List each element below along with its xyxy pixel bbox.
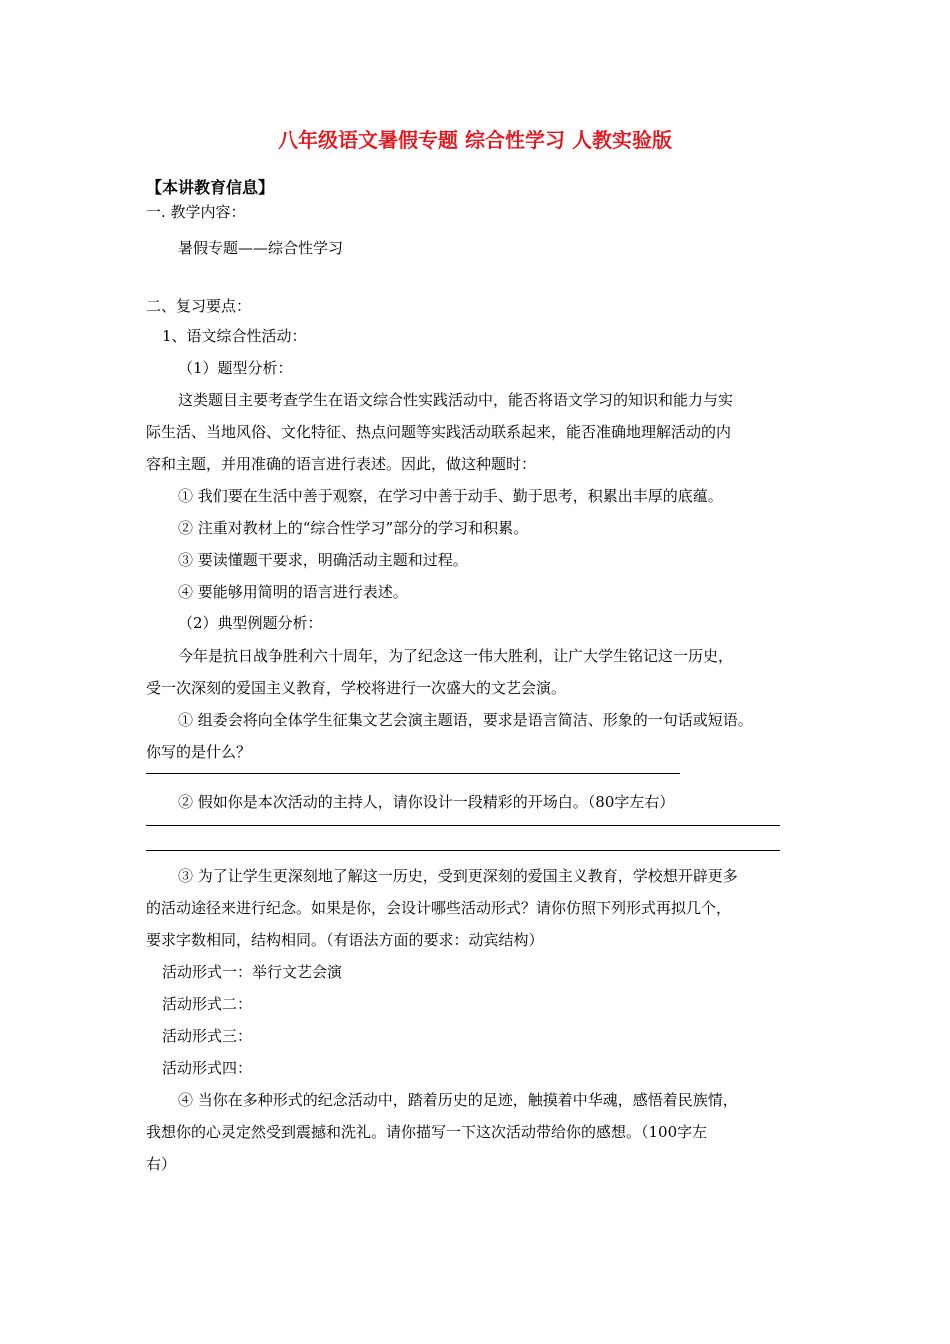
question-4-line: ④ 当你在多种形式的纪念活动中，踏着历史的足迹，触摸着中华魂，感悟着民族情， <box>178 1091 738 1109</box>
question-1-line: 你写的是什么？ <box>146 743 252 761</box>
analysis-paragraph-line: 际生活、当地风俗、文化特征、热点问题等实践活动联系起来，能否准确地理解活动的内 <box>146 423 732 441</box>
activity-form-item: 活动形式二： <box>162 995 253 1013</box>
question-4-line: 右） <box>146 1155 177 1173</box>
question-2: ② 假如你是本次活动的主持人，请你设计一段精彩的开场白。（80字左右） <box>178 793 675 811</box>
answer-line[interactable] <box>146 825 780 826</box>
question-3-line: 的活动途径来进行纪念。如果是你，会设计哪些活动形式？请你仿照下列形式再拟几个， <box>146 899 732 917</box>
analysis-paragraph-line: 容和主题，并用准确的语言进行表述。因此，做这种题时： <box>146 455 537 473</box>
analysis-paragraph-line: 这类题目主要考查学生在语文综合性实践活动中，能否将语文学习的知识和能力与实 <box>178 391 734 409</box>
question-1-line: ① 组委会将向全体学生征集文艺会演主题语，要求是语言简洁、形象的一句话或短语。 <box>178 711 753 729</box>
tip-item: ① 我们要在生活中善于观察，在学习中善于动手、勤于思考，积累出丰厚的底蕴。 <box>178 487 723 505</box>
question-3-line: ③ 为了让学生更深刻地了解这一历史，受到更深刻的爱国主义教育，学校想开辟更多 <box>178 867 738 885</box>
part2-heading: 二、复习要点： <box>146 297 252 315</box>
answer-line[interactable] <box>146 773 680 774</box>
activity-form-item: 活动形式一：举行文艺会演 <box>162 963 343 981</box>
tip-item: ② 注重对教材上的“综合性学习”部分的学习和积累。 <box>178 519 529 537</box>
example-intro-line: 今年是抗日战争胜利六十周年，为了纪念这一伟大胜利，让广大学生铭记这一历史， <box>178 647 734 665</box>
section-header: 【本讲教育信息】 <box>146 178 275 197</box>
activity-form-item: 活动形式四： <box>162 1059 253 1077</box>
analysis-heading: （1）题型分析： <box>178 359 293 377</box>
answer-line[interactable] <box>146 850 780 851</box>
part1-content: 暑假专题——综合性学习 <box>178 239 344 257</box>
activity-form-item: 活动形式三： <box>162 1027 253 1045</box>
question-3-line: 要求字数相同，结构相同。（有语法方面的要求：动宾结构） <box>146 931 544 949</box>
tip-item: ③ 要读懂题干要求，明确活动主题和过程。 <box>178 551 468 569</box>
part1-heading: 一. 教学内容： <box>146 203 246 221</box>
document-title: 八年级语文暑假专题 综合性学习 人教实验版 <box>278 128 672 152</box>
tip-item: ④ 要能够用简明的语言进行表述。 <box>178 583 408 601</box>
question-4-line: 我想你的心灵定然受到震撼和洗礼。请你描写一下这次活动带给你的感想。（100字左 <box>146 1123 708 1141</box>
example-heading: （2）典型例题分析： <box>178 614 323 632</box>
part2-sub1: 1、语文综合性活动： <box>162 327 307 345</box>
example-intro-line: 受一次深刻的爱国主义教育，学校将进行一次盛大的文艺会演。 <box>146 679 567 697</box>
